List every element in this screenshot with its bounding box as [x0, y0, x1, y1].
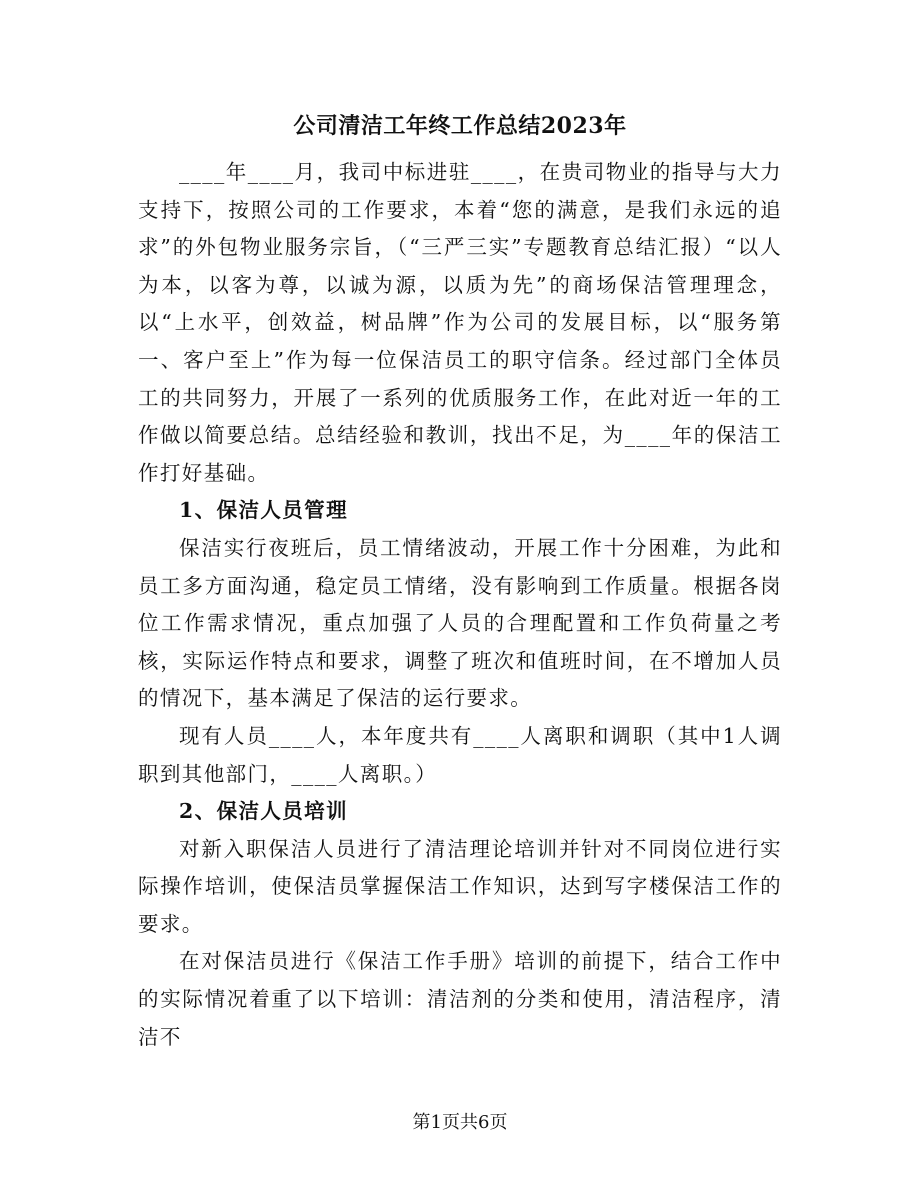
section-heading-staff-management: 1、保洁人员管理: [179, 498, 348, 523]
staff-count-paragraph: 现有人员____人，本年度共有____人离职和调职（其中1人调职到其他部门，____人离职。）: [138, 723, 782, 786]
intro-paragraph: ____年____月，我司中标进驻____，在贵司物业的指导与大力支持下，按照公司的工作要求，本着“您的满意，是我们永远的追求”的外包物业服务宗旨，（“三严三实”专题教育总结汇报）“以人为本，以客为尊，以诚为源，以质为先”的商场保洁管理理念，以“上水平，创效益，树品牌”作为公司的发展目标，以“服务第一、客户至上”作为每一位保洁员工的职守信条。经过部门全体员工的共同努力，开展了一系列的优质服务工作，在此对近一年的工作做以简要总结。总结经验和教训，找出不足，为____年的保洁工作打好基础。: [138, 160, 782, 485]
section-heading-staff-training: 2、保洁人员培训: [179, 799, 348, 824]
training-detail-paragraph: 在对保洁员进行《保洁工作手册》培训的前提下，结合工作中的实际情况着重了以下培训：清洁剂的分类和使用，清洁程序，清洁不: [138, 949, 782, 1049]
document-body: [138, 154, 782, 1056]
training-paragraph: 对新入职保洁人员进行了清洁理论培训并针对不同岗位进行实际操作培训，使保洁员掌握保洁工作知识，达到写字楼保洁工作的要求。: [138, 836, 782, 936]
staff-management-paragraph: 保洁实行夜班后，员工情绪波动，开展工作十分困难，为此和员工多方面沟通，稳定员工情绪，没有影响到工作质量。根据各岗位工作需求情况，重点加强了人员的合理配置和工作负荷量之考核，实际运作特点和要求，调整了班次和值班时间，在不增加人员的情况下，基本满足了保洁的运行要求。: [138, 535, 782, 711]
document-title: 公司清洁工年终工作总结2023年: [293, 113, 627, 139]
page-number-footer: 第1页共6页: [412, 1112, 508, 1133]
